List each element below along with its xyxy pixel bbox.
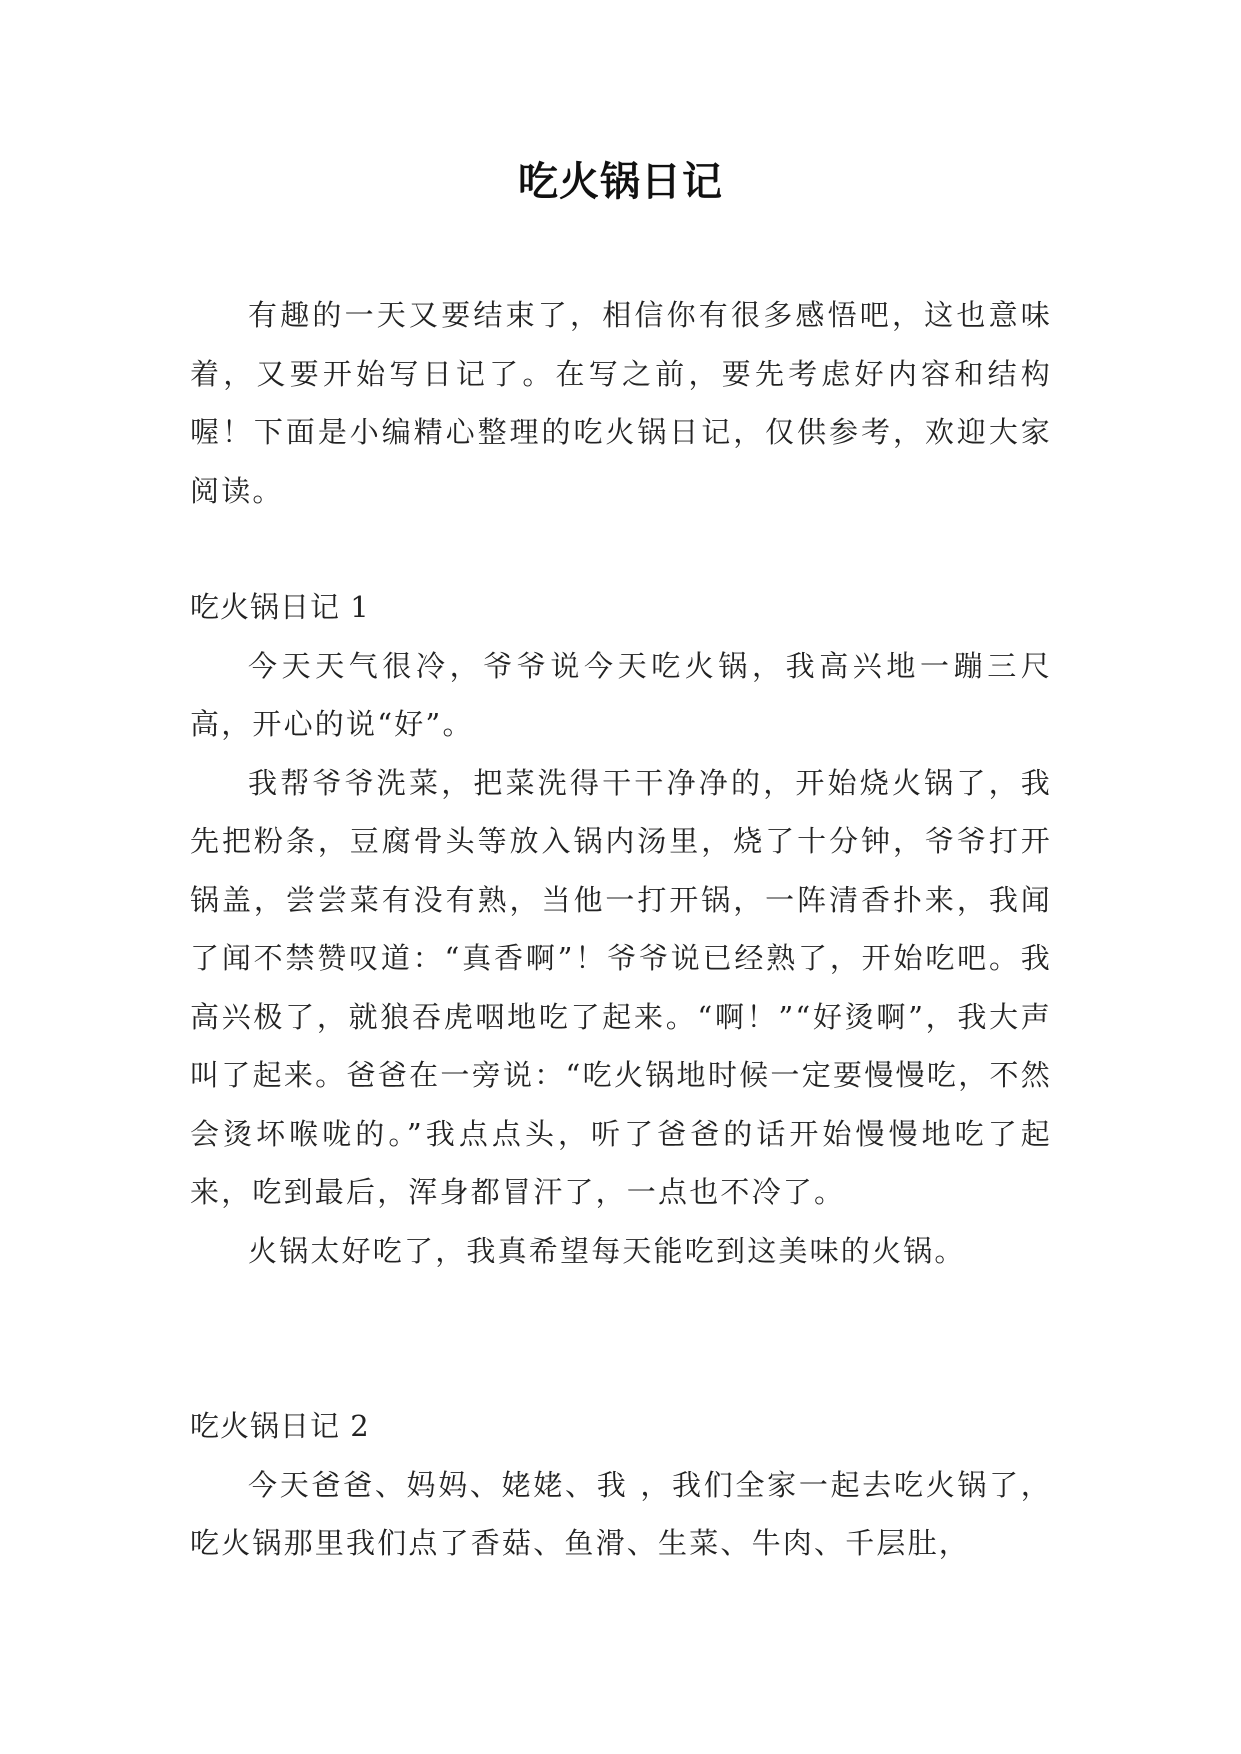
section-paragraph: 火锅太好吃了，我真希望每天能吃到这美味的火锅。 (248, 1233, 966, 1268)
section-heading: 吃火锅日记 1 (190, 590, 370, 624)
document-title: 吃火锅日记 (518, 159, 723, 205)
section-heading: 吃火锅日记 2 (190, 1409, 370, 1443)
diary-section-1 (190, 578, 1052, 1280)
section-paragraph: 今天天气很冷，爷爷说今天吃火锅，我高兴地一蹦三尺高，开心的说“好”。 (190, 648, 1052, 741)
section-paragraph: 今天爸爸、妈妈、姥姥、我 ，我们全家一起去吃火锅了，吃火锅那里我们点了香菇、鱼滑、生菜、牛肉、千层肚， (190, 1467, 1052, 1560)
intro-paragraph: 有趣的一天又要结束了，相信你有很多感悟吧，这也意味着，又要开始写日记了。在写之前，要先考虑好内容和结构喔！下面是小编精心整理的吃火锅日记，仅供参考，欢迎大家阅读。 (190, 298, 1052, 508)
diary-section-2 (190, 1397, 1052, 1573)
section-paragraph: 我帮爷爷洗菜，把菜洗得干干净净的，开始烧火锅了，我先把粉条，豆腐骨头等放入锅内汤里，烧了十分钟，爷爷打开锅盖，尝尝菜有没有熟，当他一打开锅，一阵清香扑来，我闻了闻不禁赞叹道：“真香啊”！爷爷说已经熟了，开始吃吧。我高兴极了，就狼吞虎咽地吃了起来。“啊！”“好烫啊”，我大声叫了起来。爸爸在一旁说：“吃火锅地时候一定要慢慢吃，不然会烫坏喉咙的。”我点点头，听了爸爸的话开始慢慢地吃了起来，吃到最后，浑身都冒汗了，一点也不冷了。 (190, 765, 1052, 1209)
intro-block (190, 286, 1052, 520)
